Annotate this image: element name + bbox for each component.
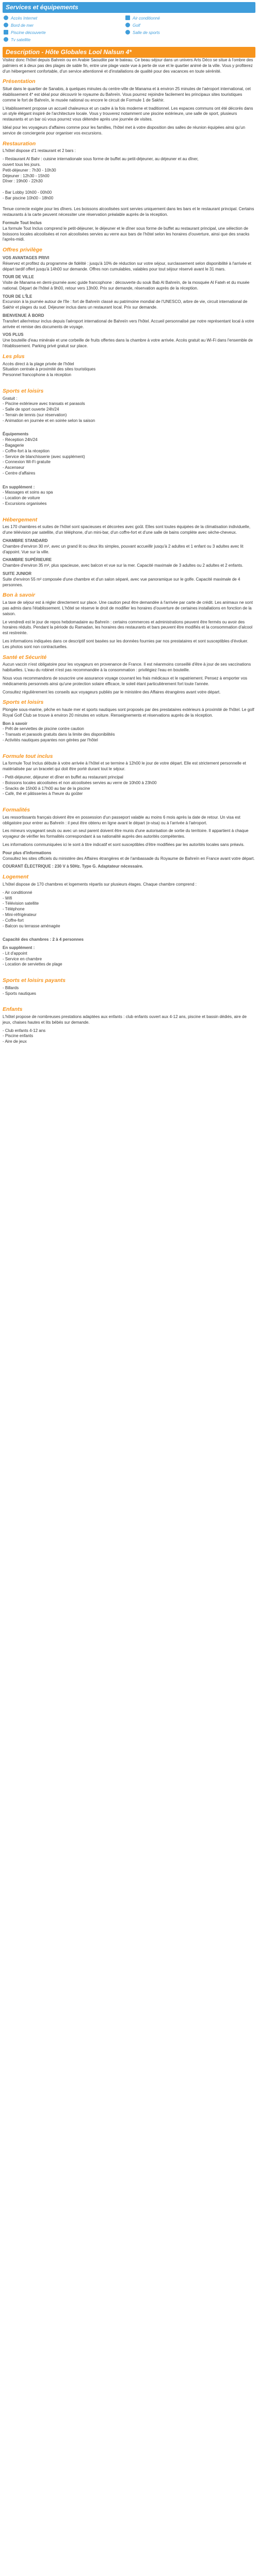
section-heading: Sports et loisirs — [3, 387, 44, 394]
paragraph: Les informations indiquées dans ce descriptif sont basées sur les données fournies par nos prestataires et sont susceptibles d'évoluer. Les photos sont non contractuelles. — [3, 638, 249, 649]
list-line: - Coffre-fort — [3, 918, 24, 923]
section-heading: Offres privilège — [3, 247, 42, 253]
list-line: - Mini-réfrigérateur — [3, 912, 37, 917]
sub-heading: CHAMBRE SUPÉRIEURE — [3, 557, 52, 563]
list-line: - Réception 24h/24 — [3, 437, 38, 443]
paragraph: Le vendredi est le jour de repos hebdomadaire au Bahreïn : certains commerces et administrations peuvent être fermés ou avoir des horaires réduits. Pendant la période du Ramadan, les horaires des restaurants et bars peuvent être modifiés et la consommation d'alcool est restreinte. — [3, 619, 253, 636]
paragraph: Chambre d'environ 35 m², plus spacieuse, avec balcon et vue sur la mer. Capacité maximale de 3 adultes ou 2 adultes et 2 enfants. — [3, 563, 244, 568]
services-banner: Services et équipements — [3, 2, 255, 13]
list-line: - Lit d'appoint — [3, 951, 27, 956]
list-line: - Connexion Wi-Fi gratuite — [3, 460, 51, 465]
paragraph: Visite de Manama en demi-journée avec guide francophone : découverte du souk Bab Al Bahreïn, de la mosquée Al Fateh et du musée national. Départ de l'hôtel à 9h00, retour vers 13h00. Prix sur demande, réservation auprès de la réception. — [3, 280, 250, 291]
section-heading: Sports et loisirs — [3, 699, 44, 706]
list-line: - Service en chambre — [3, 956, 42, 961]
list-line: - Wifi — [3, 895, 12, 901]
list-line: - Bagagerie — [3, 443, 24, 448]
list-line: - Restaurant Al Bahr : cuisine internationale sous forme de buffet au petit-déjeuner, au déjeuner et au dîner, — [3, 157, 199, 162]
line-list — [3, 490, 255, 512]
sub-heading: En supplément : — [3, 945, 35, 950]
list-line: - Salle de sport ouverte 24h/24 — [3, 407, 59, 412]
snowflake-icon — [125, 15, 130, 20]
paragraph: Réservez et profitez du programme de fidélité : jusqu'à 10% de réduction sur votre séjour, surclassement selon disponibilité à l'arrivée et départ tardif offert jusqu'à 14h00 sur demande. Offres non cumulables, valables pour tout séjour réservé avant le 31 mars. — [3, 261, 251, 272]
paragraph: Suite d'environ 55 m² composée d'une chambre et d'un salon séparé, avec vue panoramique sur le golfe. Capacité maximale de 4 personnes. — [3, 577, 240, 587]
service-wifi — [4, 15, 37, 22]
line-list — [3, 1028, 255, 1050]
paragraph: L'hôtel dispose d'1 restaurant et 2 bars : — [3, 148, 76, 154]
list-line: - Location de serviettes de plage — [3, 962, 62, 967]
list-line: - Location de voiture — [3, 496, 40, 501]
wave-icon — [4, 23, 8, 27]
line-list — [3, 726, 255, 749]
sub-heading: VOS AVANTAGES PRIVI — [3, 255, 50, 260]
service-tv — [4, 37, 30, 43]
services-grid — [3, 14, 255, 44]
paragraph: Consultez les sites officiels du ministère des Affaires étrangères et de l'ambassade du Royaume de Bahreïn en France avant votre départ. — [3, 856, 255, 861]
sub-heading: SUITE JUNIOR — [3, 571, 32, 576]
list-line: - Télévision satellite — [3, 901, 39, 906]
pool-icon — [4, 30, 8, 35]
list-line: - Bar Lobby 10h00 - 00h00 — [3, 190, 52, 195]
list-line: - Club enfants 4-12 ans — [3, 1028, 46, 1033]
list-line: - Piscine extérieure avec transats et parasols — [3, 401, 85, 406]
service-pool — [4, 30, 46, 36]
section-heading: Restauration — [3, 140, 36, 147]
list-line: - Café, thé et pâtisseries à l'heure du goûter — [3, 791, 83, 796]
list-line: - Prêt de serviettes de piscine contre caution — [3, 726, 84, 732]
list-line: - Aire de jeux — [3, 1039, 27, 1044]
section-heading: Les plus — [3, 353, 25, 360]
paragraph: La formule Tout Inclus débute à votre arrivée à l'hôtel et se termine à 12h00 le jour de votre départ. Elle est strictement personnelle et matérialisée par un bracelet qui doit être porté durant tout le séjour. — [3, 761, 246, 772]
list-line: - Excursions organisées — [3, 501, 47, 506]
sub-heading: Équipements — [3, 432, 29, 437]
paragraph: Les informations communiquées ici le sont à titre indicatif et sont susceptibles d'être modifiées par les autorités locales sans préavis. — [3, 842, 245, 848]
section-heading: Santé et Sécurité — [3, 654, 47, 660]
line-list — [3, 362, 255, 384]
line-list — [3, 890, 255, 935]
description-content — [3, 58, 255, 1050]
list-line: Situation centrale à proximité des sites touristiques — [3, 367, 96, 372]
service-dumbbell — [125, 30, 160, 36]
list-line: - Air conditionné — [3, 890, 33, 895]
line-list — [3, 951, 255, 973]
paragraph: Les 170 chambres et suites de l'hôtel sont spacieuses et décorées avec goût. Elles sont toutes équipées de la climatisation individuelle, d'une télévision par satellite, d'un téléphone, d'un mini-bar, d'un coffre-fort et d'une salle de bains complète avec sèche-cheveux. — [3, 524, 251, 535]
sub-heading: BIENVENUE À BORD — [3, 313, 44, 318]
section-heading: Formalités — [3, 807, 30, 814]
list-line: Petit-déjeuner : 7h30 - 10h30 — [3, 167, 56, 173]
dumbbell-icon — [125, 30, 130, 35]
paragraph: Situé dans le quartier de Sanabis, à quelques minutes du centre-ville de Manama et à environ 25 minutes de l'aéroport international, cet établissement 4* est idéal pour découvrir le royaume du Bahreïn. Vous pourrez rejoindre facilement les principaux sites touristiques comme le fort de Bahreïn, le musée national ou encore le circuit de Formule 1 de Sakhir. — [3, 87, 251, 103]
sub-heading: Capacité des chambres : 2 à 4 personnes — [3, 937, 84, 942]
sub-heading: COURANT ÉLECTRIQUE : 230 V à 50Hz. Type G. Adaptateur nécessaire. — [3, 864, 143, 869]
list-line: - Centre d'affaires — [3, 471, 36, 476]
paragraph: Aucun vaccin n'est obligatoire pour les voyageurs en provenance de France. Il est néanmoins conseillé d'être à jour de ses vaccinations habituelles. L'eau du robinet n'est pas recommandée à la consommation : privilégiez l'eau en bouteille. — [3, 662, 251, 673]
description-banner: Description - Hôte Globales Lool Nalsun 4* — [3, 47, 255, 58]
section-heading: Bon à savoir — [3, 592, 36, 599]
list-line: - Massages et soins au spa — [3, 490, 53, 495]
list-line: - Bar piscine 10h00 - 18h00 — [3, 195, 54, 200]
paragraph: Excursion à la journée autour de l'île : fort de Bahreïn classé au patrimoine mondial de l'UNESCO, arbre de vie, circuit international de Sakhir et plages du sud. Déjeuner inclus dans un restaurant local. Prix sur demande. — [3, 299, 248, 310]
line-list — [3, 157, 255, 207]
paragraph: La formule Tout Inclus comprend le petit-déjeuner, le déjeuner et le dîner sous forme de buffet au restaurant principal, une sélection de boissons locales alcoolisées et non alcoolisées servies au verre aux bars de l'hôtel selon les horaires d'ouverture, ainsi que des snacks l'après-midi. — [3, 226, 250, 242]
sub-heading: CHAMBRE STANDARD — [3, 538, 48, 543]
line-list — [3, 986, 255, 1002]
service-snowflake — [125, 15, 160, 22]
paragraph: Les ressortissants français doivent être en possession d'un passeport valable au moins 6 mois après la date de retour. Un visa est obligatoire pour entrer au Bahreïn : il peut être obtenu en ligne avant le départ (e-visa) ou à l'arrivée à l'aéroport. — [3, 815, 240, 825]
paragraph: Plongée sous-marine, pêche en haute mer et sports nautiques sont proposés par des prestataires extérieurs à proximité de l'hôtel. Le golf Royal Golf Club se trouve à environ 20 minutes en voiture. Renseignements et réservations auprès de la réception. — [3, 707, 254, 718]
section-heading: Enfants — [3, 1006, 23, 1013]
sub-heading: Pour plus d'informations — [3, 850, 52, 855]
list-line: - Sports nautiques — [3, 991, 36, 996]
paragraph: Idéal pour les voyageurs d'affaires comme pour les familles, l'hôtel met à votre disposition des salles de réunion équipées ainsi qu'un service de conciergerie pour organiser vos excursions. — [3, 125, 246, 135]
service-label: Air conditionné — [133, 16, 160, 21]
section-heading: Sports et loisirs payants — [3, 977, 66, 984]
service-label: Piscine découverte — [11, 30, 46, 35]
sub-heading: TOUR DE L'ÎLE — [3, 294, 33, 299]
sub-heading: VOS PLUS — [3, 332, 24, 337]
paragraph: Consultez régulièrement les conseils aux voyageurs publiés par le ministère des Affaires étrangères avant votre départ. — [3, 689, 221, 694]
service-label: Accès Internet — [11, 16, 38, 21]
line-list — [3, 437, 255, 482]
list-line: Personnel francophone à la réception — [3, 372, 71, 378]
golf-flag-icon — [125, 23, 130, 27]
line-list — [3, 396, 255, 430]
list-line: - Petit-déjeuner, déjeuner et dîner en buffet au restaurant principal — [3, 775, 123, 780]
section-heading: Présentation — [3, 78, 36, 85]
list-line: - Animation en journée et en soirée selon la saison — [3, 418, 95, 423]
paragraph: Les mineurs voyageant seuls ou avec un seul parent doivent être munis d'une autorisation de sortie du territoire. Il appartient à chaque voyageur de vérifier les formalités correspondant à sa nationalité auprès des autorités compétentes. — [3, 828, 249, 839]
list-line: - Boissons locales alcoolisées et non alcoolisées servies au verre de 10h00 à 23h00 — [3, 780, 157, 785]
service-golf-flag — [125, 23, 140, 29]
sub-heading: TOUR DE VILLE — [3, 275, 34, 280]
paragraph: Tenue correcte exigée pour les dîners. Les boissons alcoolisées sont servies uniquement dans les bars et le restaurant principal. Certains restaurants à la carte peuvent nécessiter une réservation préalable auprès de la réception. — [3, 207, 254, 217]
page-content — [3, 2, 255, 1050]
sub-heading: En supplément : — [3, 484, 35, 489]
service-label: Golf — [133, 23, 140, 28]
list-line: - Téléphone — [3, 907, 25, 912]
list-line — [3, 184, 255, 190]
paragraph: La taxe de séjour est à régler directement sur place. Une caution peut être demandée à l'arrivée par carte de crédit. Les animaux ne sont pas admis dans l'établissement. L'hôtel se réserve le droit de modifier les horaires d'ouverture de certaines installations en fonction de la saison. — [3, 600, 253, 616]
service-label: Tv satellite — [11, 38, 31, 42]
list-line: - Coffre-fort à la réception — [3, 448, 50, 453]
section-heading: Logement — [3, 874, 29, 880]
list-line: - Activités nautiques payantes non gérées par l'hôtel — [3, 738, 98, 743]
wifi-icon — [4, 15, 8, 20]
list-line: - Transats et parasols gratuits dans la limite des disponibilités — [3, 732, 115, 737]
list-line: Déjeuner : 12h30 - 15h00 — [3, 173, 50, 178]
section-heading: Formule tout inclus — [3, 753, 53, 759]
list-line: - Ascenseur — [3, 465, 25, 470]
list-line: - Billards — [3, 985, 19, 990]
list-line: - Piscine enfants — [3, 1033, 34, 1039]
list-line: Gratuit : — [3, 396, 18, 401]
list-line: - Terrain de tennis (sur réservation) — [3, 413, 67, 418]
list-line: - Balcon ou terrasse aménagée — [3, 923, 60, 928]
list-line: - Service de blanchisserie (avec supplément) — [3, 454, 85, 459]
service-wave — [4, 23, 34, 29]
list-line: Dîner : 19h00 - 22h30 — [3, 179, 43, 184]
paragraph: L'hôtel dispose de 170 chambres et logements répartis sur plusieurs étages. Chaque chambre comprend : — [3, 882, 197, 887]
paragraph: Visitez donc l'hôtel depuis Bahrein ou en Arabie Saoudite par le bateau. Ce beau séjour dans un univers Arts Déco se situe à l'ombre des palmiers et à deux pas des plages de sable fin, entre une plage vaste vue à perte de vue et le quartier animé de la ville. Vous y profiterez d'un hébergement confortable, d'un service attentionné et d'installations de qualité pour des vacances en toute sérénité. — [3, 58, 253, 74]
paragraph: Une bouteille d'eau minérale et une corbeille de fruits offertes dans la chambre à votre arrivée. Accès gratuit au Wi-Fi dans l'ensemble de l'établissement. Parking privé gratuit sur place. — [3, 338, 253, 349]
paragraph: Chambre d'environ 30 m², avec un grand lit ou deux lits simples, pouvant accueillir jusqu'à 2 adultes et 1 enfant ou 3 adultes avec lit d'appoint. Vue sur la ville. — [3, 544, 244, 554]
sub-heading: Bon à savoir — [3, 721, 28, 726]
service-label: Bord de mer — [11, 23, 34, 28]
list-line: - Snacks de 15h00 à 17h00 au bar de la piscine — [3, 786, 90, 791]
paragraph: L'hôtel propose de nombreuses prestations adaptées aux enfants : club enfants ouvert aux 4-12 ans, piscine et bassin dédiés, aire de jeux, chaises hautes et lits bébés sur demande. — [3, 1014, 247, 1025]
paragraph: Transfert aller/retour inclus depuis l'aéroport international de Bahreïn vers l'hôtel. Accueil personnalisé par notre représentant local à votre arrivée et remise des documents de voyage. — [3, 318, 254, 329]
line-list — [3, 775, 255, 803]
paragraph: Nous vous recommandons de souscrire une assurance voyage couvrant les frais médicaux et le rapatriement. Pensez à emporter vos médicaments personnels ainsi qu'une protection solaire efficace, le soleil étant particulièrement fort toute l'année. — [3, 675, 248, 686]
list-line: ouvert tous les jours. — [3, 162, 41, 167]
section-heading: Hébergement — [3, 516, 38, 523]
tv-icon — [4, 37, 8, 42]
sub-heading: Formule Tout Inclus — [3, 220, 42, 225]
service-label: Salle de sports — [133, 30, 160, 35]
paragraph: L'établissement propose un accueil chaleureux et un cadre à la fois moderne et traditionnel. Les espaces communs ont été décorés dans un style élégant inspiré de l'architecture locale. Vous y trouverez notamment une piscine extérieure, une salle de sport, plusieurs restaurants et un bar où vous pourrez vous détendre après une journée de visites. — [3, 106, 253, 122]
list-line: Accès direct à la plage privée de l'hôtel — [3, 361, 74, 366]
